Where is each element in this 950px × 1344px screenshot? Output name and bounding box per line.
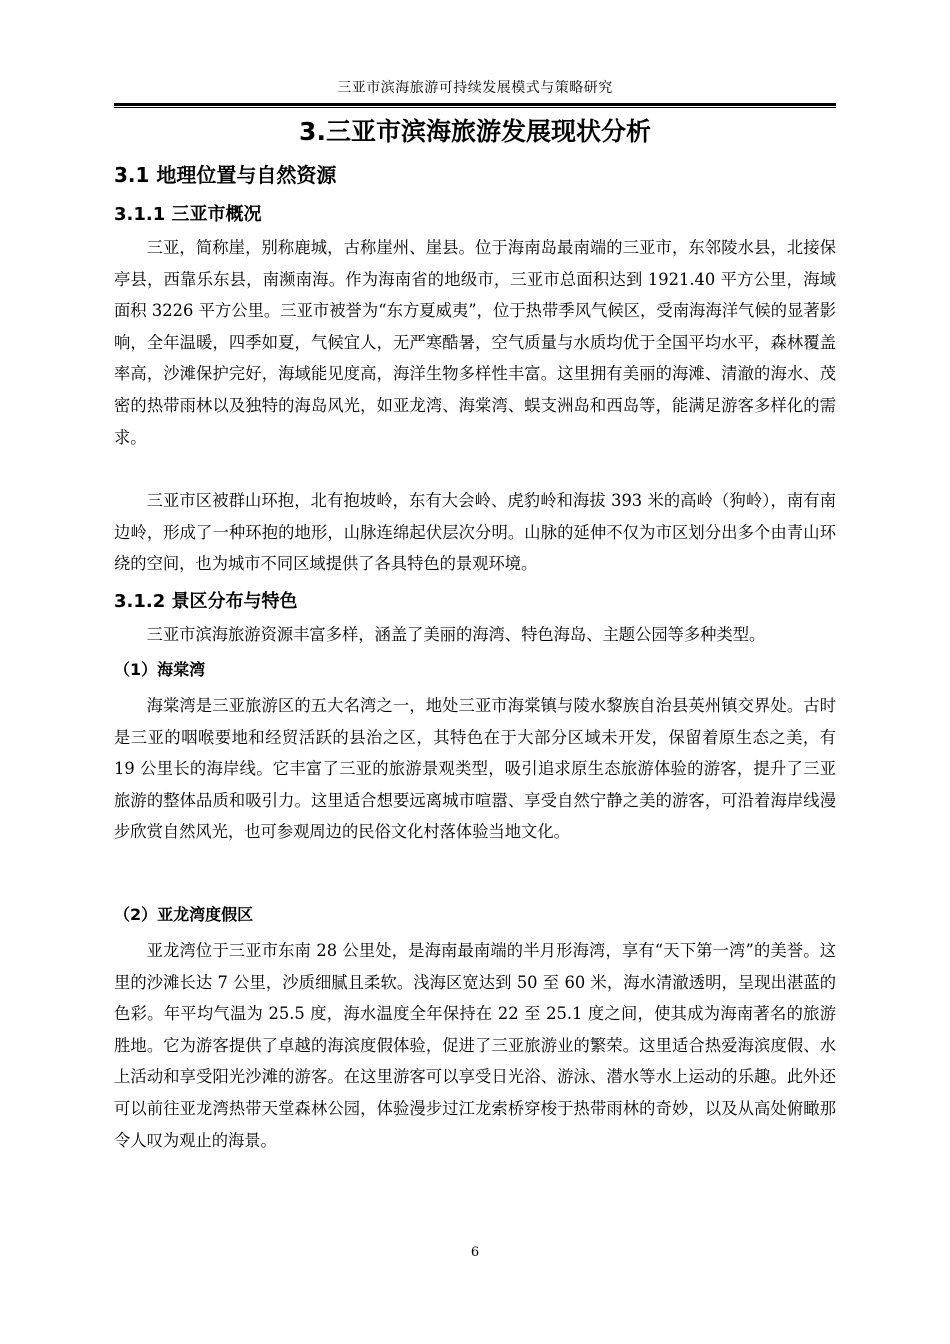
paragraph-scenic-intro: 三亚市滨海旅游资源丰富多样，涵盖了美丽的海湾、特色海岛、主题公园等多种类型。 xyxy=(146,625,766,644)
section-heading-3-1-1: 3.1.1 三亚市概况 xyxy=(114,204,262,225)
header-rule-thin xyxy=(114,107,836,108)
chapter-title: 3.三亚市滨海旅游发展现状分析 xyxy=(299,117,651,146)
header-rule xyxy=(114,103,836,106)
running-header: 三亚市滨海旅游可持续发展模式与策略研究 xyxy=(337,80,613,96)
paragraph-terrain: 三亚市区被群山环抱，北有抱坡岭，东有大会岭、虎豹岭和海拔 393 米的高岭（狗岭），南有南边岭，形成了一种环抱的地形，山脉连绵起伏层次分明。山脉的延伸不仅为市区划分出多个由青山环绕的空间，也为城市不同区域提供了各具特色的景观环境。 xyxy=(114,491,836,574)
item-heading-yalong-bay: （2）亚龙湾度假区 xyxy=(114,905,254,924)
section-heading-3-1-2: 3.1.2 景区分布与特色 xyxy=(114,591,298,612)
item-heading-haitang-bay: （1）海棠湾 xyxy=(114,660,206,679)
paragraph-overview: 三亚，简称崖，别称鹿城，古称崖州、崖县。位于海南岛最南端的三亚市，东邻陵水县，北接保亭县，西靠乐东县，南濒南海。作为海南省的地级市，三亚市总面积达到 1921.40 平方公里，海域面积 3226 平方公里。三亚市被誉为“东方夏威夷”，位于热带季风气候区，受南海海洋气候的显著影响，全年温暖，四季如夏，气候宜人，无严寒酷暑，空气质量与水质均优于全国平均水平，森林覆盖率高，沙滩保护完好，海域能见度高，海洋生物多样性丰富。这里拥有美丽的海滩、清澈的海水、茂密的热带雨林以及独特的海岛风光，如亚龙湾、海棠湾、蜈支洲岛和西岛等，能满足游客多样化的需求。 xyxy=(114,238,836,447)
section-heading-3-1: 3.1 地理位置与自然资源 xyxy=(114,163,337,187)
paragraph-haitang-bay: 海棠湾是三亚旅游区的五大名湾之一，地处三亚市海棠镇与陵水黎族自治县英州镇交界处。古时是三亚的咽喉要地和经贸活跃的县治之区，其特色在于大部分区域未开发，保留着原生态之美，有 19 公里长的海岸线。它丰富了三亚的旅游景观类型，吸引追求原生态旅游体验的游客，提升了三亚旅游的整体品质和吸引力。这里适合想要远离城市喧嚣、享受自然宁静之美的游客，可沿着海岸线漫步欣赏自然风光，也可参观周边的民俗文化村落体验当地文化。 xyxy=(114,696,836,842)
paragraph-yalong-bay: 亚龙湾位于三亚市东南 28 公里处，是海南最南端的半月形海湾，享有“天下第一湾”的美誉。这里的沙滩长达 7 公里，沙质细腻且柔软。浅海区宽达到 50 至 60 米，海水清澈透明，呈现出湛蓝的色彩。年平均气温为 25.5 度，海水温度全年保持在 22 至 25.1 度之间，使其成为海南著名的旅游胜地。它为游客提供了卓越的海滨度假体验，促进了三亚旅游业的繁荣。这里适合热爱海滨度假、水上活动和享受阳光沙滩的游客。在这里游客可以享受日光浴、游泳、潜水等水上运动的乐趣。此外还可以前往亚龙湾热带天堂森林公园，体验漫步过江龙索桥穿梭于热带雨林的奇妙，以及从高处俯瞰那令人叹为观止的海景。 xyxy=(114,941,836,1150)
page-number: 6 xyxy=(470,1245,480,1260)
